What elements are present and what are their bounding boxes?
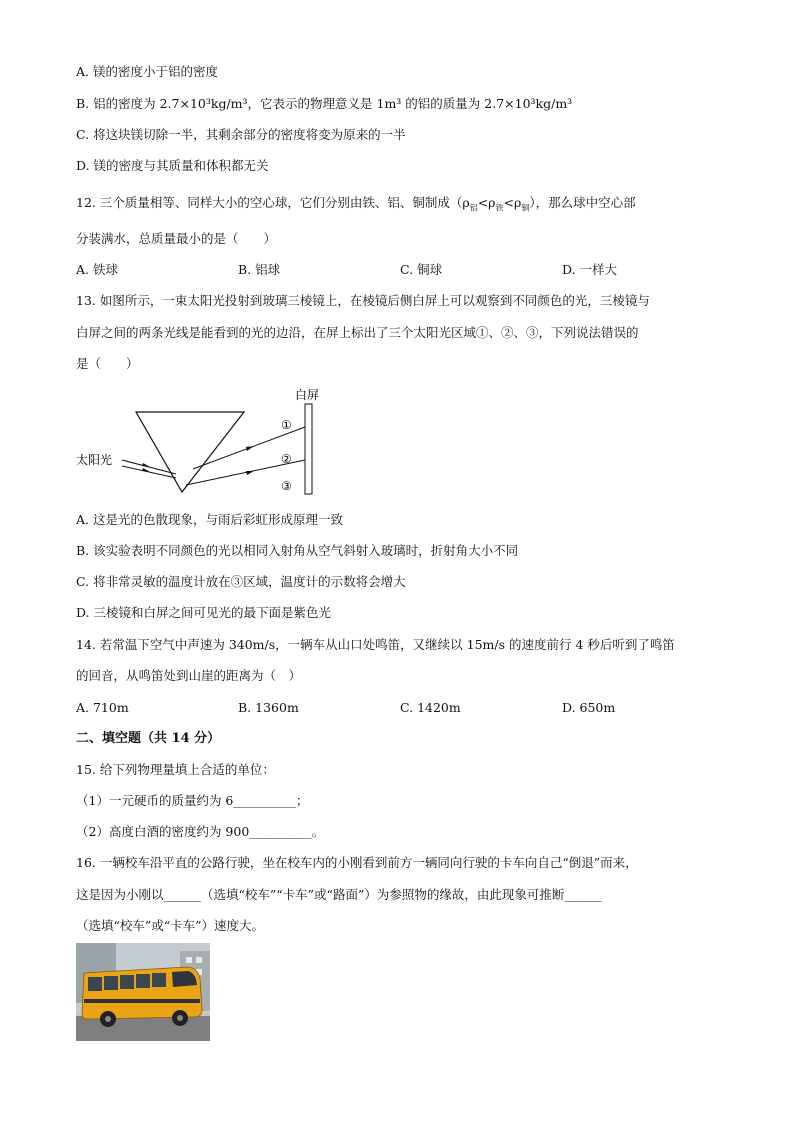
- ray-arrow-upper: [246, 446, 254, 451]
- sun-label: 太阳光: [76, 453, 113, 467]
- rho-cu-sub: 铜: [521, 203, 530, 213]
- section-title: 二、填空题（共 14 分）: [76, 731, 221, 746]
- q15-item-1: （1）一元硬币的质量约为 6__________；: [76, 793, 309, 808]
- q12-text-a: 12. 三个质量相等、同样大小的空心球，它们分别由铁、铝、铜制成（ρ: [76, 195, 470, 210]
- q12-text-b: ），那么球中空心部: [529, 195, 636, 210]
- q13-option-b: B. 该实验表明不同颜色的光以相同入射角从空气斜射入玻璃时，折射角大小不同: [76, 543, 519, 558]
- option-b-prev: B. 铝的密度为 2.7×10³kg/m³，它表示的物理意义是 1m³ 的铝的质量为 2.7×10³kg/m³: [76, 96, 573, 111]
- q13-stem-line3: 是（ ）: [76, 356, 139, 371]
- q14-option-c: C. 1420m: [400, 700, 461, 715]
- q12-lt1: <ρ: [477, 195, 496, 210]
- q13-option-a: A. 这是光的色散现象，与雨后彩虹形成原理一致: [76, 512, 343, 527]
- option-c-prev: C. 将这块镁切除一半，其剩余部分的密度将变为原来的一半: [76, 127, 406, 142]
- q13-option-c: C. 将非常灵敏的温度计放在③区域，温度计的示数将会增大: [76, 574, 406, 589]
- school-bus-photo: [76, 943, 210, 1041]
- rho-fe-sub: 铁: [495, 203, 504, 213]
- q12-stem-line1: [76, 195, 636, 217]
- sun-ray-arrow-2: [142, 468, 150, 472]
- q12-option-a: A. 铁球: [76, 262, 118, 277]
- q13-option-d: D. 三棱镜和白屏之间可见光的最下面是紫色光: [76, 605, 332, 620]
- region-3-label: ③: [281, 479, 292, 493]
- q12-stem-line2: 分装满水，总质量最小的是（ ）: [76, 231, 277, 246]
- white-screen: [305, 404, 312, 494]
- option-a-prev: A. 镁的密度小于铝的密度: [76, 64, 218, 79]
- sun-ray-arrow-1: [142, 463, 150, 467]
- rho-al-sub: 铝: [469, 203, 478, 213]
- q14-stem-line1: 14. 若常温下空气中声速为 340m/s，一辆车从山口处鸣笛，又继续以 15m/s 的速度前行 4 秒后听到了鸣笛: [76, 637, 675, 652]
- q14-option-b: B. 1360m: [238, 700, 299, 715]
- q13-stem-line1: 13. 如图所示，一束太阳光投射到玻璃三棱镜上，在棱镜后侧白屏上可以观察到不同颜色的光，三棱镜与: [76, 293, 650, 308]
- screen-label: 白屏: [295, 388, 320, 402]
- q12-option-b: B. 铝球: [238, 262, 281, 277]
- q16-stem-line3: （选填“校车”或“卡车”）速度大。: [76, 918, 265, 933]
- region-1-label: ①: [281, 418, 292, 432]
- option-d-prev: D. 镁的密度与其质量和体积都无关: [76, 158, 269, 173]
- prism-diagram: [76, 386, 336, 498]
- q16-stem-line2: 这是因为小刚以______（选填“校车”“卡车”或“路面”）为参照物的缘故，由此现象可推断______: [76, 887, 602, 902]
- ray-arrow-lower: [246, 471, 254, 475]
- q14-stem-line2: 的回音，从鸣笛处到山崖的距离为（ ）: [76, 668, 302, 683]
- q16-stem-line1: 16. 一辆校车沿平直的公路行驶，坐在校车内的小刚看到前方一辆同向行驶的卡车向自己“倒退”而来，: [76, 855, 638, 870]
- q14-option-a: A. 710m: [76, 700, 129, 715]
- region-2-label: ②: [281, 452, 292, 466]
- q13-stem-line2: 白屏之间的两条光线是能看到的光的边沿，在屏上标出了三个太阳光区域①、②、③，下列说法错误的: [76, 325, 639, 340]
- q12-lt2: <ρ: [503, 195, 522, 210]
- q15-stem: 15. 给下列物理量填上合适的单位：: [76, 762, 275, 777]
- prism: [136, 412, 244, 492]
- q12-option-c: C. 铜球: [400, 262, 443, 277]
- q14-option-d: D. 650m: [562, 700, 616, 715]
- q12-option-d: D. 一样大: [562, 262, 618, 277]
- q15-item-2: （2）高度白酒的密度约为 900__________。: [76, 824, 325, 839]
